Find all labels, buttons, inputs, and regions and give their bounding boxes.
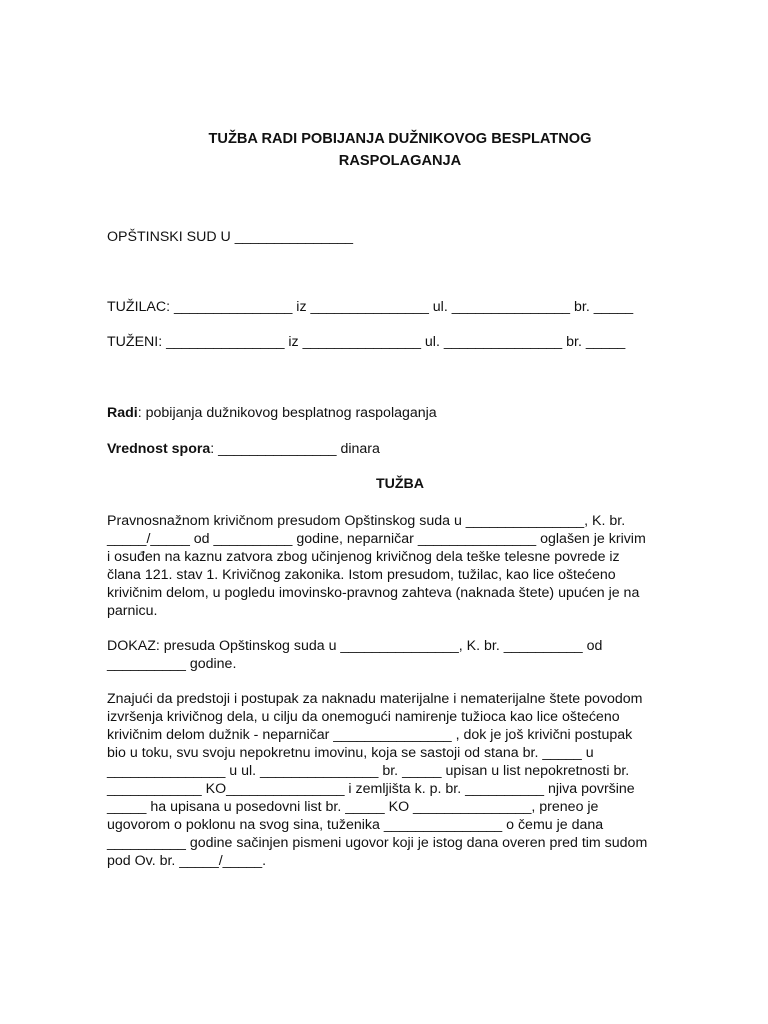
paragraph-line: _______________ u ul. _______________ br. _____ upisan u list nepokretnosti br. [107,763,630,779]
paragraph-line: _____ ha upisana u posedovni list br. _____ KO _______________, preneo je [107,799,599,815]
paragraph-line: člana 121. stav 1. Krivičnog zakonika. Istom presudom, tužilac, kao lice oštećeno [107,567,616,583]
paragraph-evidence [107,637,707,673]
subject-text: : pobijanja dužnikovog besplatnog raspolaganja [137,405,437,421]
document-title [100,128,700,172]
plaintiff-line: TUŽILAC: _______________ iz _______________ ul. _______________ br. _____ [107,299,634,315]
title-line-1: TUŽBA RADI POBIJANJA DUŽNIKOVOG BESPLATNOG [208,131,592,147]
paragraph-line: izvršenja krivičnog dela, u cilju da onemogući namirenje tužioca kao lice oštećeno [107,709,620,725]
paragraph-line: krivičnim delom, u pogledu imovinsko-pravnog zahteva (naknada štete) upućen je na [107,585,640,601]
dispute-value-label: Vrednost spora [107,441,211,457]
paragraph-line: i osuđen na kaznu zatvora zbog učinjenog krivičnog dela teške telesne povrede iz [107,549,620,565]
paragraph-line: Pravnosnažnom krivičnom presudom Opštinskog suda u _______________, K. br. [107,513,626,529]
title-line-2: RASPOLAGANJA [338,153,462,169]
dispute-value-line [107,440,380,458]
paragraph-line: krivičnim delom dužnik - neparničar _______________ , dok je još krivični postupak [107,727,633,743]
paragraph-line: parnicu. [107,603,158,619]
lawsuit-heading: TUŽBA [375,476,425,492]
paragraph-verdict [107,512,707,620]
paragraph-line: ____________ KO_______________ i zemljišta k. p. br. __________ njiva površine [107,781,635,797]
paragraph-line: _____/_____ od __________ godine, neparničar _______________ oglašen je krivim [107,531,646,547]
paragraph-line: bio u toku, svu svoju nepokretnu imovinu, koja se sastoji od stana br. _____ u [107,745,594,761]
paragraph-line: DOKAZ: presuda Opštinskog suda u _______________, K. br. __________ od [107,638,603,654]
subject-label: Radi [107,405,138,421]
subject-line [107,404,437,422]
paragraph-facts [107,690,707,870]
court-line: OPŠTINSKI SUD U _______________ [107,229,354,245]
defendant-line: TUŽENI: _______________ iz _______________ ul. _______________ br. _____ [107,334,626,350]
paragraph-line: pod Ov. br. _____/_____. [107,853,267,869]
paragraph-line: __________ godine sačinjen pismeni ugovor koji je istog dana overen pred tim sudom [107,835,648,851]
paragraph-line: Znajući da predstoji i postupak za naknadu materijalne i nematerijalne štete povodom [107,691,643,707]
paragraph-line: ugovorom o poklonu na svog sina, tuženika _______________ o čemu je dana [107,817,604,833]
dispute-value-text: : _______________ dinara [210,441,380,457]
paragraph-line: __________ godine. [107,656,237,672]
